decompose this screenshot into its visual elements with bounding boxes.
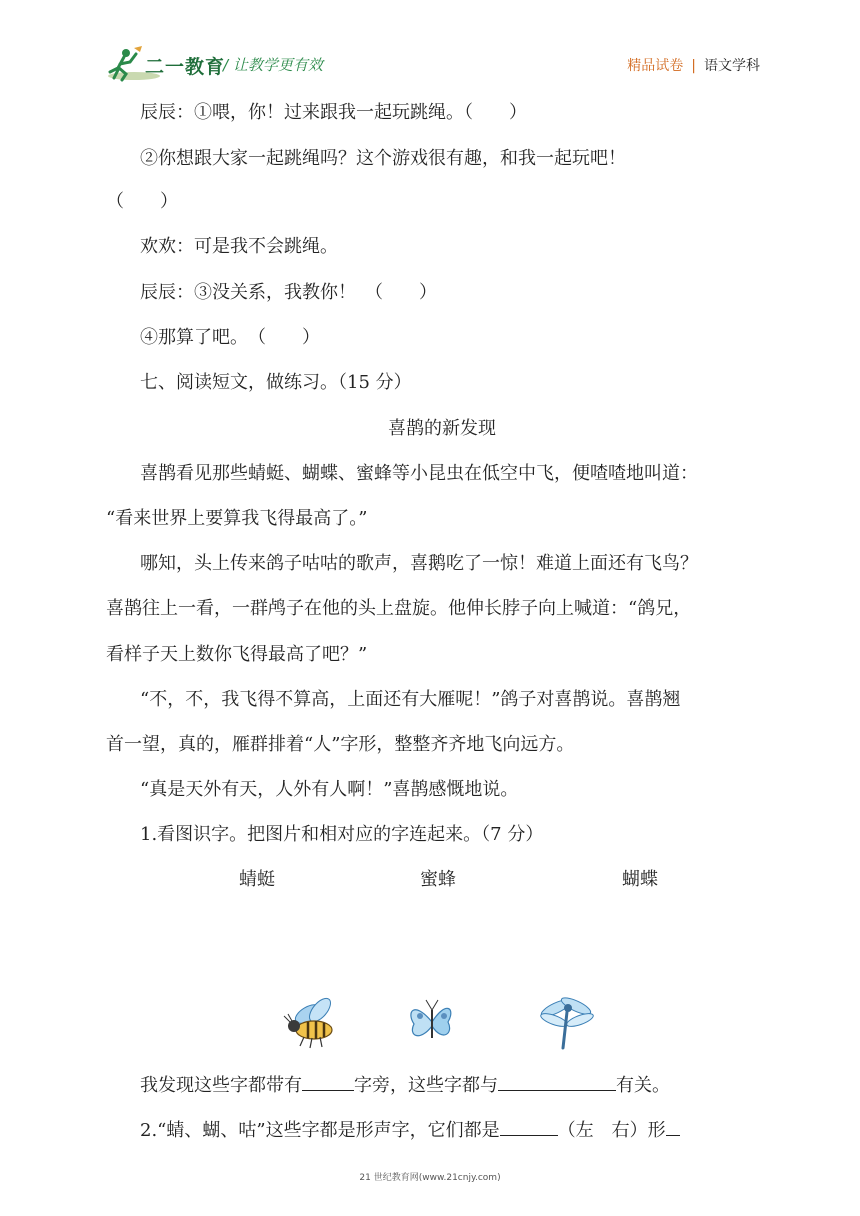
header-label-subject: 语文学科 [704, 58, 760, 74]
dialogue-line-4: 欢欢：可是我不会跳绳。 [140, 236, 338, 257]
section-heading: 七、阅读短文，做练习。（15 分） [140, 372, 412, 393]
fill-text-b: 字旁，这些字都与 [354, 1075, 498, 1096]
slogan: / 让教学更有效 [223, 56, 323, 74]
passage-p4: “真是天外有天，人外有人啊！”喜鹊感慨地说。 [140, 779, 519, 800]
bee-icon[interactable] [284, 995, 334, 1048]
passage-p2-line-1: 哪知，头上传来鸽子咕咕的歌声，喜鹅吃了一惊！难道上面还有飞鸟？ [140, 553, 698, 574]
question-1-prompt: 1.看图识字。把图片和相对应的字连起来。（7 分） [140, 824, 544, 845]
question-2 [140, 1115, 680, 1143]
insect-pictures [280, 992, 610, 1052]
butterfly-icon[interactable] [411, 1000, 451, 1038]
word-butterfly[interactable]: 蝴蝶 [622, 869, 658, 890]
passage-p1-line-2: “看来世界上要算我飞得最高了。” [106, 508, 368, 529]
word-dragonfly[interactable]: 蜻蜓 [239, 869, 275, 890]
passage-p2-line-3: 看样子天上数你飞得最高了吧？” [106, 644, 368, 665]
dialogue-line-3: （ ） [106, 191, 178, 212]
header-right [627, 55, 760, 75]
q2-text-b: （左 右）形 [557, 1120, 666, 1141]
dialogue-line-2: ②你想跟大家一起跳绳吗？这个游戏很有趣，和我一起玩吧！ [140, 148, 626, 169]
page-header [0, 0, 860, 90]
word-bee[interactable]: 蜜蜂 [420, 869, 456, 890]
passage-p2-line-2: 喜鹊往上一看，一群鸬子在他的头上盘旋。他伸长脖子向上喊道：“鸽兄， [106, 598, 692, 619]
q2-text-a: 2.“蜻、蝴、咕”这些字都是形声字，它们都是 [140, 1120, 500, 1141]
passage-p1-line-1: 喜鹊看见那些蜻蜓、蝴蝶、蜜蜂等小昆虫在低空中飞，便喳喳地叫道： [140, 463, 698, 484]
dialogue-line-6: ④那算了吧。 （ ） [140, 327, 320, 348]
blank-structure[interactable] [500, 1115, 558, 1136]
blank-radical[interactable] [302, 1070, 354, 1091]
passage-p3-line-2: 首一望，真的，雁群排着“人”字形，整整齐齐地飞向远方。 [106, 734, 575, 755]
dialogue-line-5: 辰辰：③没关系，我教你！ （ ） [140, 282, 437, 303]
header-label-premium: 精品试卷 [627, 58, 684, 74]
header-separator: | [691, 58, 696, 74]
logo-text: 二一教育 [145, 56, 226, 78]
passage-title: 喜鹊的新发现 [388, 418, 496, 439]
question-1-fill [140, 1070, 670, 1098]
fill-text-c: 有关。 [616, 1075, 670, 1096]
page-footer: 21 世纪教育网(www.21cnjy.com) [359, 1173, 501, 1183]
passage-p3-line-1: “不，不，我飞得不算高，上面还有大雁呢！”鸽子对喜鹊说。喜鹊翘 [140, 689, 681, 710]
dialogue-line-1: 辰辰：①喂，你！过来跟我一起玩跳绳。（ ） [140, 102, 527, 123]
blank-trailing[interactable] [666, 1115, 680, 1136]
fill-text-a: 我发现这些字都带有 [140, 1075, 302, 1096]
dragonfly-icon[interactable] [539, 995, 594, 1048]
blank-related[interactable] [498, 1070, 616, 1091]
